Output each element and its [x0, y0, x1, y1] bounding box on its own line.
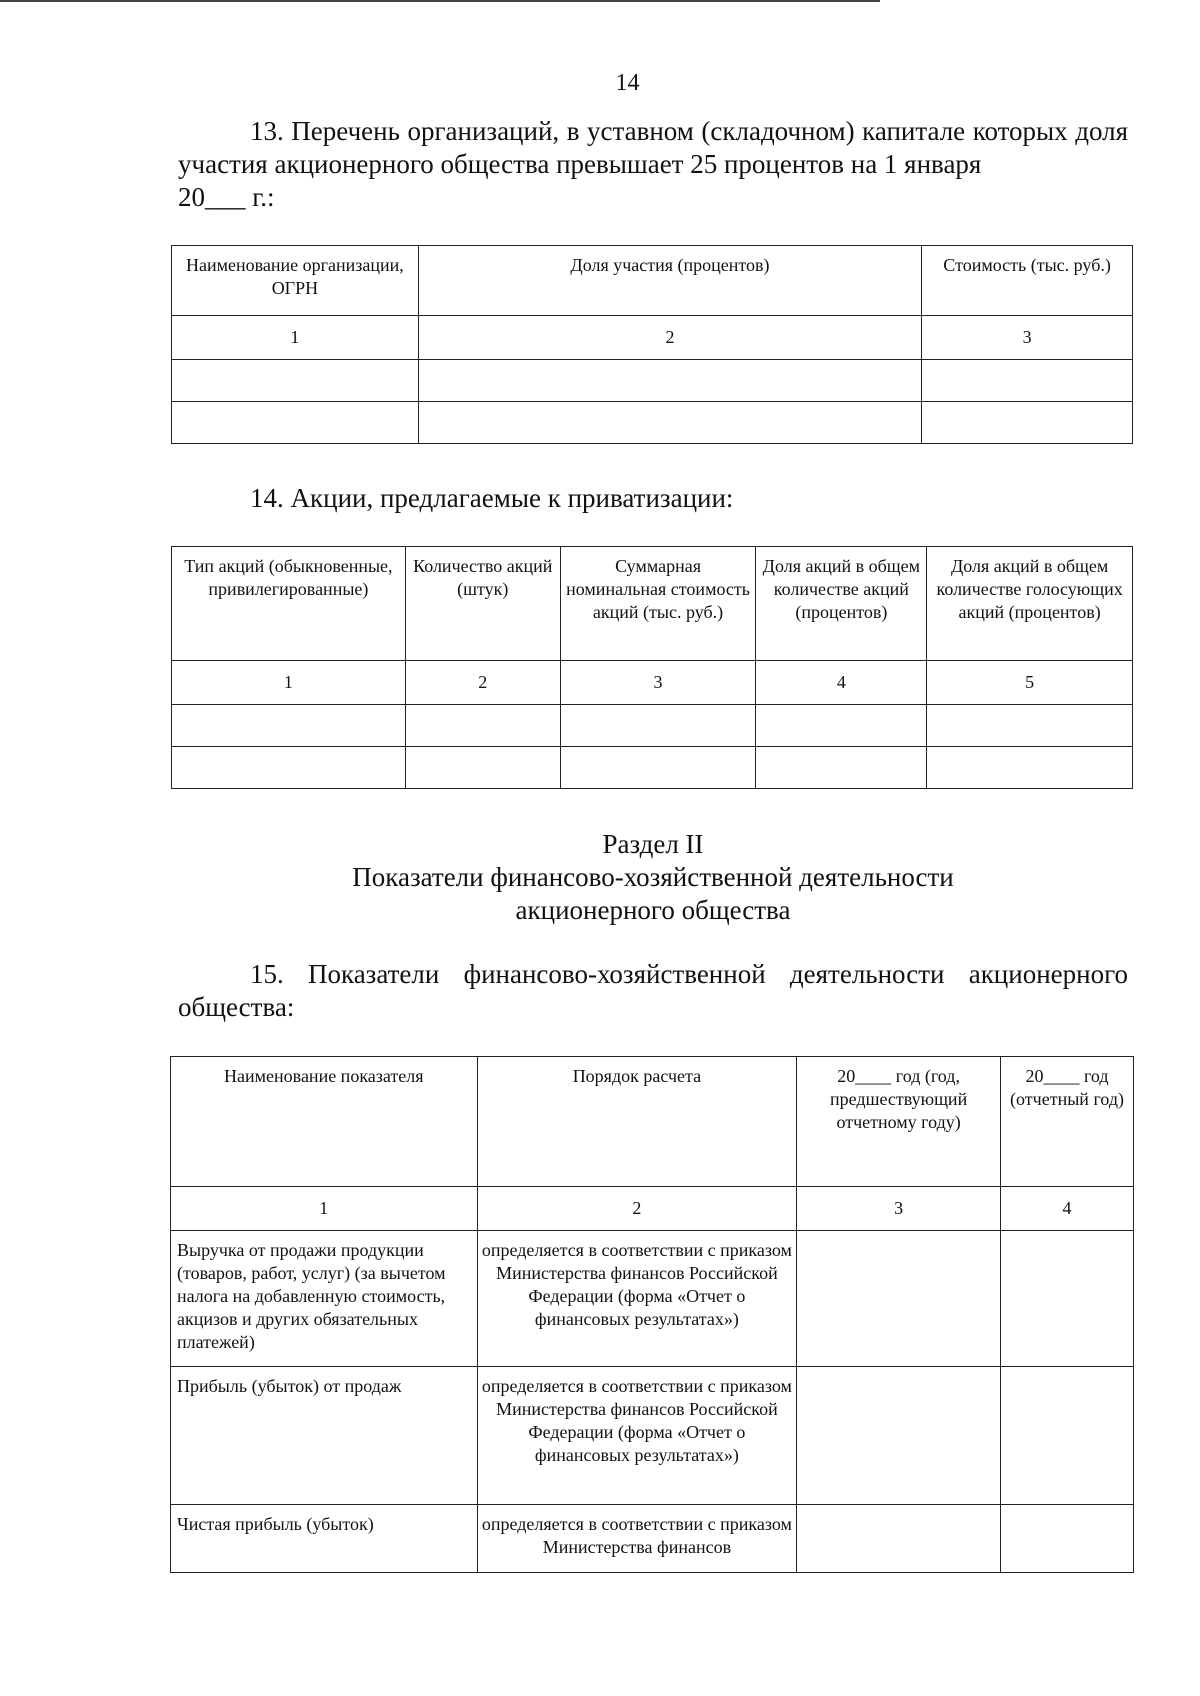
item-15-paragraph [178, 958, 1128, 1024]
item-14-heading: 14. Акции, предлагаемые к приватизации: [250, 483, 734, 513]
table-15-row-sales-profit [171, 1367, 1134, 1505]
item-15-text: 15. Показатели финансово-хозяйственной деятельности акционерного общества: [178, 959, 1128, 1022]
calculation-method: определяется в соответствии с приказом Министерства финансов [477, 1505, 797, 1573]
table-14-empty-row [172, 705, 1133, 747]
section-2-title-line1: Показатели финансово-хозяйственной деятельности [352, 862, 954, 892]
table-14-number-cell: 2 [405, 661, 560, 705]
table-14-empty-cell[interactable] [756, 705, 927, 747]
table-13-header-row [172, 246, 1133, 316]
table-15-number-cell: 4 [1001, 1187, 1134, 1231]
table-13-empty-cell[interactable] [922, 402, 1133, 444]
table-14-empty-cell[interactable] [927, 747, 1133, 789]
table-13-header-cell: Доля участия (процентов) [418, 246, 921, 316]
prior-year-value-cell[interactable] [797, 1367, 1001, 1505]
table-15-number-cell: 3 [797, 1187, 1001, 1231]
table-14-empty-cell[interactable] [560, 705, 756, 747]
table-14-empty-cell[interactable] [927, 705, 1133, 747]
calculation-method: определяется в соответствии с приказом Министерства финансов Российской Федерации (форма «Отчет о финансовых результатах») [477, 1367, 797, 1505]
page-number: 14 [615, 70, 640, 96]
table-14-header-cell: Количество акций (штук) [405, 547, 560, 661]
indicator-name: Чистая прибыль (убыток) [171, 1505, 478, 1573]
item-13-date: 20___ г.: [178, 182, 275, 212]
table-13-empty-cell[interactable] [418, 402, 921, 444]
table-14-number-row [172, 661, 1133, 705]
indicator-name: Выручка от продажи продукции (товаров, работ, услуг) (за вычетом налога на добавленную стоимость, акцизов и других обязательных платежей) [171, 1231, 478, 1367]
section-2-label: Раздел II [602, 829, 704, 859]
reporting-year-value-cell[interactable] [1001, 1367, 1134, 1505]
calculation-method: определяется в соответствии с приказом Министерства финансов Российской Федерации (форма «Отчет о финансовых результатах») [477, 1231, 797, 1367]
table-14-empty-cell[interactable] [405, 747, 560, 789]
prior-year-value-cell[interactable] [797, 1505, 1001, 1573]
table-14-number-cell: 1 [172, 661, 406, 705]
table-15-header-cell: 20____ год (год, предшествующий отчетному году) [797, 1057, 1001, 1187]
table-15-row-net-profit [171, 1505, 1134, 1573]
table-13-header-cell: Наименование организации, ОГРН [172, 246, 419, 316]
table-15 [170, 1056, 1134, 1573]
top-border-line [0, 0, 880, 2]
table-15-row-revenue [171, 1231, 1134, 1367]
table-14-header-cell: Доля акций в общем количестве акций (процентов) [756, 547, 927, 661]
reporting-year-value-cell[interactable] [1001, 1231, 1134, 1367]
table-14-empty-cell[interactable] [756, 747, 927, 789]
table-14-number-cell: 4 [756, 661, 927, 705]
table-14-number-cell: 3 [560, 661, 756, 705]
table-15-header-row [171, 1057, 1134, 1187]
table-13-empty-row [172, 360, 1133, 402]
table-14-empty-cell[interactable] [405, 705, 560, 747]
table-14-header-cell: Доля акций в общем количестве голосующих акций (процентов) [927, 547, 1133, 661]
prior-year-value-cell[interactable] [797, 1231, 1001, 1367]
table-14-empty-row [172, 747, 1133, 789]
table-13-number-cell: 2 [418, 316, 921, 360]
table-15-number-row [171, 1187, 1134, 1231]
item-13-paragraph [178, 115, 1128, 181]
table-13-empty-cell[interactable] [172, 402, 419, 444]
table-14-header-cell: Суммарная номинальная стоимость акций (тыс. руб.) [560, 547, 756, 661]
table-13-empty-cell[interactable] [922, 360, 1133, 402]
section-2-title-line2: акционерного общества [515, 895, 791, 925]
table-15-header-cell: Наименование показателя [171, 1057, 478, 1187]
table-14 [171, 546, 1133, 789]
table-14-empty-cell[interactable] [172, 747, 406, 789]
table-15-header-cell: 20____ год (отчетный год) [1001, 1057, 1134, 1187]
table-13-number-cell: 3 [922, 316, 1133, 360]
item-13-date-line [178, 181, 1128, 214]
table-15-header-cell: Порядок расчета [477, 1057, 797, 1187]
table-14-header-cell: Тип акций (обыкновенные, привилегированные) [172, 547, 406, 661]
table-14-header-row [172, 547, 1133, 661]
table-15-number-cell: 1 [171, 1187, 478, 1231]
table-13-header-cell: Стоимость (тыс. руб.) [922, 246, 1133, 316]
table-14-empty-cell[interactable] [560, 747, 756, 789]
table-13-empty-row [172, 402, 1133, 444]
table-13-number-cell: 1 [172, 316, 419, 360]
item-13-text: 13. Перечень организаций, в уставном (складочном) капитале которых доля участия акционерного общества превышает 25 процентов на 1 января [178, 116, 1128, 179]
table-14-empty-cell[interactable] [172, 705, 406, 747]
table-13 [171, 245, 1133, 444]
indicator-name: Прибыль (убыток) от продаж [171, 1367, 478, 1505]
table-13-empty-cell[interactable] [172, 360, 419, 402]
table-14-number-cell: 5 [927, 661, 1133, 705]
table-13-number-row [172, 316, 1133, 360]
table-13-empty-cell[interactable] [418, 360, 921, 402]
table-15-number-cell: 2 [477, 1187, 797, 1231]
reporting-year-value-cell[interactable] [1001, 1505, 1134, 1573]
